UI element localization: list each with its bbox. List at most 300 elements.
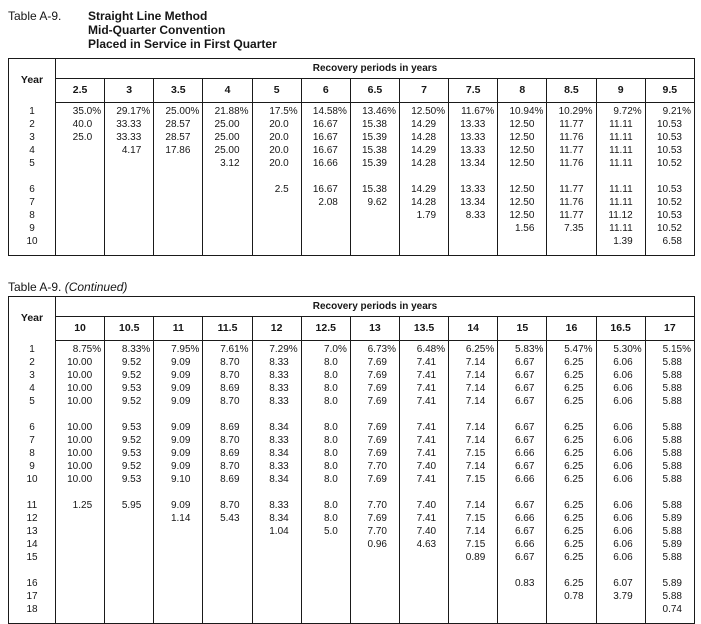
value-cell bbox=[498, 170, 547, 183]
value-cell: 7.61% bbox=[203, 341, 252, 357]
value-cell: 6.25 bbox=[547, 538, 596, 551]
value-cell: 7.14 bbox=[449, 369, 498, 382]
value-cell: 10.53 bbox=[645, 118, 694, 131]
value-cell: 6.06 bbox=[596, 512, 645, 525]
depreciation-table-0 bbox=[8, 58, 695, 256]
value-cell: 6.67 bbox=[498, 421, 547, 434]
table-row bbox=[9, 209, 695, 222]
value-cell: 8.33 bbox=[449, 209, 498, 222]
value-cell: 8.33 bbox=[252, 382, 301, 395]
value-cell: 1.56 bbox=[498, 222, 547, 235]
value-cell: 5.88 bbox=[645, 499, 694, 512]
value-cell bbox=[203, 222, 252, 235]
value-cell: 6.06 bbox=[596, 551, 645, 564]
value-cell bbox=[350, 408, 399, 421]
value-cell bbox=[105, 512, 154, 525]
value-cell bbox=[252, 551, 301, 564]
value-cell: 14.29 bbox=[399, 118, 448, 131]
value-cell bbox=[252, 196, 301, 209]
value-cell: 5.0 bbox=[301, 525, 350, 538]
bottom-pad-row bbox=[9, 248, 695, 256]
value-cell: 14.28 bbox=[399, 157, 448, 170]
value-cell: 16.67 bbox=[301, 183, 350, 196]
value-cell: 7.41 bbox=[399, 447, 448, 460]
value-cell bbox=[56, 248, 105, 256]
table-row bbox=[9, 421, 695, 434]
value-cell bbox=[596, 408, 645, 421]
value-cell: 9.52 bbox=[105, 460, 154, 473]
value-cell: 16.67 bbox=[301, 118, 350, 131]
value-cell bbox=[449, 486, 498, 499]
value-cell bbox=[203, 590, 252, 603]
value-cell bbox=[154, 408, 203, 421]
value-cell: 5.88 bbox=[645, 369, 694, 382]
value-cell: 6.25 bbox=[547, 447, 596, 460]
value-cell bbox=[203, 551, 252, 564]
continued-table-label: Table A-9. bbox=[8, 280, 62, 294]
value-cell: 9.21% bbox=[645, 103, 694, 119]
value-cell: 10.00 bbox=[56, 421, 105, 434]
table-row bbox=[9, 499, 695, 512]
value-cell: 8.0 bbox=[301, 395, 350, 408]
value-cell bbox=[105, 564, 154, 577]
value-cell: 6.25 bbox=[547, 525, 596, 538]
value-cell: 8.69 bbox=[203, 421, 252, 434]
value-cell: 10.52 bbox=[645, 157, 694, 170]
value-cell bbox=[498, 603, 547, 616]
value-cell bbox=[350, 577, 399, 590]
value-cell: 8.70 bbox=[203, 369, 252, 382]
year-cell: 10 bbox=[26, 236, 38, 247]
value-cell: 6.67 bbox=[498, 499, 547, 512]
value-cell bbox=[252, 209, 301, 222]
value-cell bbox=[301, 577, 350, 590]
value-cell bbox=[105, 235, 154, 248]
continued-suffix: (Continued) bbox=[64, 280, 128, 294]
value-cell bbox=[56, 144, 105, 157]
value-cell bbox=[301, 486, 350, 499]
value-cell: 8.70 bbox=[203, 434, 252, 447]
value-cell: 8.0 bbox=[301, 421, 350, 434]
value-cell: 5.88 bbox=[645, 395, 694, 408]
value-cell bbox=[399, 235, 448, 248]
value-cell bbox=[547, 235, 596, 248]
value-cell: 9.09 bbox=[154, 460, 203, 473]
value-cell bbox=[56, 590, 105, 603]
value-cell: 8.0 bbox=[301, 460, 350, 473]
value-cell: 5.47% bbox=[547, 341, 596, 357]
value-cell: 9.53 bbox=[105, 382, 154, 395]
value-cell bbox=[399, 222, 448, 235]
value-cell bbox=[203, 209, 252, 222]
value-cell: 7.41 bbox=[399, 434, 448, 447]
table-row bbox=[9, 369, 695, 382]
value-cell bbox=[399, 577, 448, 590]
value-cell: 13.33 bbox=[449, 118, 498, 131]
value-cell bbox=[449, 577, 498, 590]
value-cell: 5.88 bbox=[645, 525, 694, 538]
group-spacer-row bbox=[9, 486, 695, 499]
value-cell: 8.75% bbox=[56, 341, 105, 357]
year-cell: 4 bbox=[29, 383, 35, 394]
recovery-period-col-header: 7.5 bbox=[449, 79, 498, 103]
value-cell: 10.00 bbox=[56, 356, 105, 369]
value-cell bbox=[105, 603, 154, 616]
recovery-period-col-header: 16.5 bbox=[596, 317, 645, 341]
recovery-period-col-header: 12 bbox=[252, 317, 301, 341]
value-cell: 6.25 bbox=[547, 577, 596, 590]
table-row bbox=[9, 395, 695, 408]
value-cell bbox=[350, 590, 399, 603]
value-cell: 6.06 bbox=[596, 434, 645, 447]
value-cell: 6.06 bbox=[596, 369, 645, 382]
recovery-periods-header: Recovery periods in years bbox=[56, 59, 695, 79]
value-cell: 8.0 bbox=[301, 512, 350, 525]
value-cell bbox=[203, 196, 252, 209]
depreciation-table-section bbox=[8, 58, 701, 256]
value-cell: 4.63 bbox=[399, 538, 448, 551]
value-cell: 12.50 bbox=[498, 209, 547, 222]
value-cell bbox=[350, 564, 399, 577]
value-cell bbox=[56, 486, 105, 499]
value-cell: 15.38 bbox=[350, 144, 399, 157]
value-cell: 10.53 bbox=[645, 144, 694, 157]
group-spacer-row bbox=[9, 170, 695, 183]
value-cell bbox=[399, 603, 448, 616]
depreciation-table-1 bbox=[8, 296, 695, 624]
value-cell bbox=[203, 170, 252, 183]
value-cell: 7.15 bbox=[449, 538, 498, 551]
table-row bbox=[9, 577, 695, 590]
value-cell bbox=[596, 603, 645, 616]
value-cell: 21.88% bbox=[203, 103, 252, 119]
value-cell: 11.67% bbox=[449, 103, 498, 119]
value-cell: 9.09 bbox=[154, 499, 203, 512]
value-cell bbox=[154, 603, 203, 616]
value-cell bbox=[252, 603, 301, 616]
value-cell: 7.14 bbox=[449, 525, 498, 538]
year-cell: 10 bbox=[26, 474, 38, 485]
value-cell bbox=[105, 525, 154, 538]
value-cell: 9.09 bbox=[154, 421, 203, 434]
recovery-period-col-header: 12.5 bbox=[301, 317, 350, 341]
value-cell: 5.88 bbox=[645, 473, 694, 486]
value-cell: 9.52 bbox=[105, 369, 154, 382]
value-cell bbox=[154, 209, 203, 222]
table-row bbox=[9, 118, 695, 131]
table-row bbox=[9, 183, 695, 196]
value-cell: 7.14 bbox=[449, 460, 498, 473]
year-cell: 6 bbox=[29, 422, 35, 433]
value-cell: 13.33 bbox=[449, 131, 498, 144]
value-cell: 6.25 bbox=[547, 512, 596, 525]
value-cell: 7.14 bbox=[449, 356, 498, 369]
value-cell bbox=[154, 590, 203, 603]
value-cell bbox=[56, 577, 105, 590]
value-cell: 33.33 bbox=[105, 131, 154, 144]
value-cell: 13.33 bbox=[449, 144, 498, 157]
value-cell: 6.25 bbox=[547, 395, 596, 408]
year-column-header: Year bbox=[20, 74, 44, 87]
value-cell: 9.09 bbox=[154, 369, 203, 382]
value-cell bbox=[56, 170, 105, 183]
value-cell: 6.25 bbox=[547, 551, 596, 564]
value-cell bbox=[56, 616, 105, 624]
value-cell: 6.67 bbox=[498, 369, 547, 382]
value-cell: 6.06 bbox=[596, 460, 645, 473]
value-cell bbox=[252, 486, 301, 499]
recovery-period-col-header: 2.5 bbox=[56, 79, 105, 103]
value-cell: 7.40 bbox=[399, 525, 448, 538]
value-cell: 9.09 bbox=[154, 434, 203, 447]
value-cell: 6.25 bbox=[547, 434, 596, 447]
value-cell bbox=[399, 170, 448, 183]
value-cell bbox=[105, 590, 154, 603]
value-cell bbox=[547, 170, 596, 183]
value-cell bbox=[449, 616, 498, 624]
value-cell: 11.11 bbox=[596, 196, 645, 209]
value-cell: 7.69 bbox=[350, 395, 399, 408]
value-cell: 10.53 bbox=[645, 183, 694, 196]
value-cell bbox=[105, 157, 154, 170]
value-cell: 25.00 bbox=[203, 131, 252, 144]
value-cell bbox=[203, 525, 252, 538]
value-cell bbox=[350, 551, 399, 564]
value-cell: 6.73% bbox=[350, 341, 399, 357]
value-cell: 6.25 bbox=[547, 356, 596, 369]
value-cell: 10.00 bbox=[56, 382, 105, 395]
value-cell bbox=[596, 486, 645, 499]
value-cell: 8.34 bbox=[252, 512, 301, 525]
title-line-method: Straight Line Method bbox=[88, 9, 208, 23]
value-cell: 6.66 bbox=[498, 473, 547, 486]
value-cell: 11.12 bbox=[596, 209, 645, 222]
value-cell: 7.40 bbox=[399, 499, 448, 512]
value-cell: 6.67 bbox=[498, 434, 547, 447]
value-cell bbox=[203, 486, 252, 499]
value-cell: 9.52 bbox=[105, 434, 154, 447]
value-cell: 7.41 bbox=[399, 382, 448, 395]
value-cell: 10.52 bbox=[645, 196, 694, 209]
value-cell bbox=[203, 183, 252, 196]
recovery-periods-header: Recovery periods in years bbox=[56, 297, 695, 317]
year-cell: 6 bbox=[29, 184, 35, 195]
year-cell: 5 bbox=[29, 396, 35, 407]
value-cell: 7.14 bbox=[449, 395, 498, 408]
value-cell: 12.50 bbox=[498, 118, 547, 131]
value-cell: 17.5% bbox=[252, 103, 301, 119]
value-cell: 14.28 bbox=[399, 196, 448, 209]
value-cell: 11.11 bbox=[596, 118, 645, 131]
value-cell: 1.04 bbox=[252, 525, 301, 538]
value-cell: 5.88 bbox=[645, 460, 694, 473]
value-cell: 8.70 bbox=[203, 395, 252, 408]
value-cell bbox=[154, 196, 203, 209]
value-cell: 2.5 bbox=[252, 183, 301, 196]
value-cell bbox=[596, 564, 645, 577]
value-cell bbox=[203, 538, 252, 551]
value-cell bbox=[301, 248, 350, 256]
value-cell bbox=[547, 616, 596, 624]
recovery-period-col-header: 9 bbox=[596, 79, 645, 103]
value-cell: 7.69 bbox=[350, 512, 399, 525]
value-cell bbox=[449, 564, 498, 577]
group-spacer-row bbox=[9, 408, 695, 421]
value-cell bbox=[203, 603, 252, 616]
recovery-period-col-header: 14 bbox=[449, 317, 498, 341]
bottom-pad-row bbox=[9, 616, 695, 624]
value-cell bbox=[498, 235, 547, 248]
value-cell: 11.76 bbox=[547, 196, 596, 209]
value-cell: 10.94% bbox=[498, 103, 547, 119]
value-cell: 7.15 bbox=[449, 473, 498, 486]
value-cell: 8.69 bbox=[203, 473, 252, 486]
value-cell bbox=[105, 248, 154, 256]
value-cell: 12.50% bbox=[399, 103, 448, 119]
value-cell bbox=[154, 248, 203, 256]
value-cell: 5.88 bbox=[645, 590, 694, 603]
year-cell: 16 bbox=[26, 578, 38, 589]
value-cell: 8.33 bbox=[252, 499, 301, 512]
value-cell: 9.52 bbox=[105, 356, 154, 369]
value-cell bbox=[252, 538, 301, 551]
value-cell bbox=[203, 564, 252, 577]
value-cell: 7.41 bbox=[399, 356, 448, 369]
value-cell bbox=[252, 222, 301, 235]
value-cell: 6.67 bbox=[498, 382, 547, 395]
value-cell: 7.69 bbox=[350, 447, 399, 460]
value-cell: 7.40 bbox=[399, 460, 448, 473]
year-cell: 5 bbox=[29, 158, 35, 169]
year-cell: 13 bbox=[26, 526, 38, 537]
value-cell: 5.89 bbox=[645, 538, 694, 551]
year-cell: 9 bbox=[29, 461, 35, 472]
value-cell: 0.74 bbox=[645, 603, 694, 616]
value-cell bbox=[56, 564, 105, 577]
recovery-period-col-header: 4 bbox=[203, 79, 252, 103]
value-cell: 5.83% bbox=[498, 341, 547, 357]
value-cell bbox=[154, 616, 203, 624]
value-cell: 17.86 bbox=[154, 144, 203, 157]
recovery-period-col-header: 3 bbox=[105, 79, 154, 103]
value-cell bbox=[105, 209, 154, 222]
value-cell bbox=[56, 551, 105, 564]
year-cell: 17 bbox=[26, 591, 38, 602]
year-cell: 1 bbox=[29, 343, 35, 355]
value-cell bbox=[56, 196, 105, 209]
value-cell bbox=[203, 577, 252, 590]
value-cell bbox=[449, 222, 498, 235]
recovery-period-col-header: 8 bbox=[498, 79, 547, 103]
value-cell bbox=[154, 222, 203, 235]
value-cell bbox=[498, 590, 547, 603]
value-cell: 40.0 bbox=[56, 118, 105, 131]
value-cell bbox=[350, 235, 399, 248]
recovery-period-col-header: 11 bbox=[154, 317, 203, 341]
recovery-period-col-header: 3.5 bbox=[154, 79, 203, 103]
value-cell: 20.0 bbox=[252, 131, 301, 144]
recovery-period-col-header: 9.5 bbox=[645, 79, 694, 103]
value-cell bbox=[645, 616, 694, 624]
table-title-lines bbox=[88, 9, 277, 51]
value-cell bbox=[252, 408, 301, 421]
table-row bbox=[9, 590, 695, 603]
value-cell bbox=[399, 590, 448, 603]
value-cell: 7.14 bbox=[449, 499, 498, 512]
year-column-header: Year bbox=[20, 312, 44, 325]
value-cell: 6.66 bbox=[498, 447, 547, 460]
value-cell bbox=[350, 170, 399, 183]
value-cell bbox=[105, 222, 154, 235]
value-cell: 5.89 bbox=[645, 577, 694, 590]
table-row bbox=[9, 222, 695, 235]
value-cell: 10.53 bbox=[645, 131, 694, 144]
value-cell bbox=[301, 235, 350, 248]
value-cell: 5.88 bbox=[645, 447, 694, 460]
value-cell: 6.25 bbox=[547, 421, 596, 434]
value-cell bbox=[252, 616, 301, 624]
value-cell: 13.33 bbox=[449, 183, 498, 196]
value-cell: 7.41 bbox=[399, 512, 448, 525]
year-cell: 2 bbox=[29, 357, 35, 368]
value-cell: 10.00 bbox=[56, 447, 105, 460]
year-cell: 18 bbox=[26, 604, 38, 615]
value-cell bbox=[154, 183, 203, 196]
value-cell bbox=[252, 564, 301, 577]
value-cell: 11.11 bbox=[596, 157, 645, 170]
value-cell bbox=[547, 408, 596, 421]
value-cell bbox=[449, 170, 498, 183]
value-cell bbox=[350, 209, 399, 222]
value-cell: 7.14 bbox=[449, 382, 498, 395]
group-spacer-row bbox=[9, 564, 695, 577]
value-cell: 14.58% bbox=[301, 103, 350, 119]
value-cell: 12.50 bbox=[498, 144, 547, 157]
value-cell: 5.88 bbox=[645, 382, 694, 395]
value-cell: 5.89 bbox=[645, 512, 694, 525]
value-cell: 9.09 bbox=[154, 447, 203, 460]
value-cell: 7.69 bbox=[350, 356, 399, 369]
value-cell: 25.00 bbox=[203, 144, 252, 157]
table-row bbox=[9, 144, 695, 157]
value-cell bbox=[547, 603, 596, 616]
value-cell: 7.70 bbox=[350, 525, 399, 538]
year-cell: 3 bbox=[29, 370, 35, 381]
value-cell: 10.53 bbox=[645, 209, 694, 222]
value-cell bbox=[547, 248, 596, 256]
table-row bbox=[9, 235, 695, 248]
value-cell: 25.00 bbox=[203, 118, 252, 131]
value-cell: 7.0% bbox=[301, 341, 350, 357]
value-cell: 4.17 bbox=[105, 144, 154, 157]
year-cell bbox=[9, 616, 56, 624]
recovery-period-col-header: 16 bbox=[547, 317, 596, 341]
value-cell: 8.0 bbox=[301, 499, 350, 512]
year-cell: 12 bbox=[26, 513, 38, 524]
value-cell: 11.77 bbox=[547, 209, 596, 222]
value-cell: 10.29% bbox=[547, 103, 596, 119]
value-cell: 6.67 bbox=[498, 356, 547, 369]
value-cell: 13.46% bbox=[350, 103, 399, 119]
value-cell: 6.67 bbox=[498, 395, 547, 408]
value-cell bbox=[399, 564, 448, 577]
value-cell bbox=[252, 235, 301, 248]
value-cell bbox=[301, 564, 350, 577]
value-cell: 16.67 bbox=[301, 144, 350, 157]
table-row bbox=[9, 512, 695, 525]
value-cell: 8.69 bbox=[203, 447, 252, 460]
value-cell: 11.76 bbox=[547, 157, 596, 170]
